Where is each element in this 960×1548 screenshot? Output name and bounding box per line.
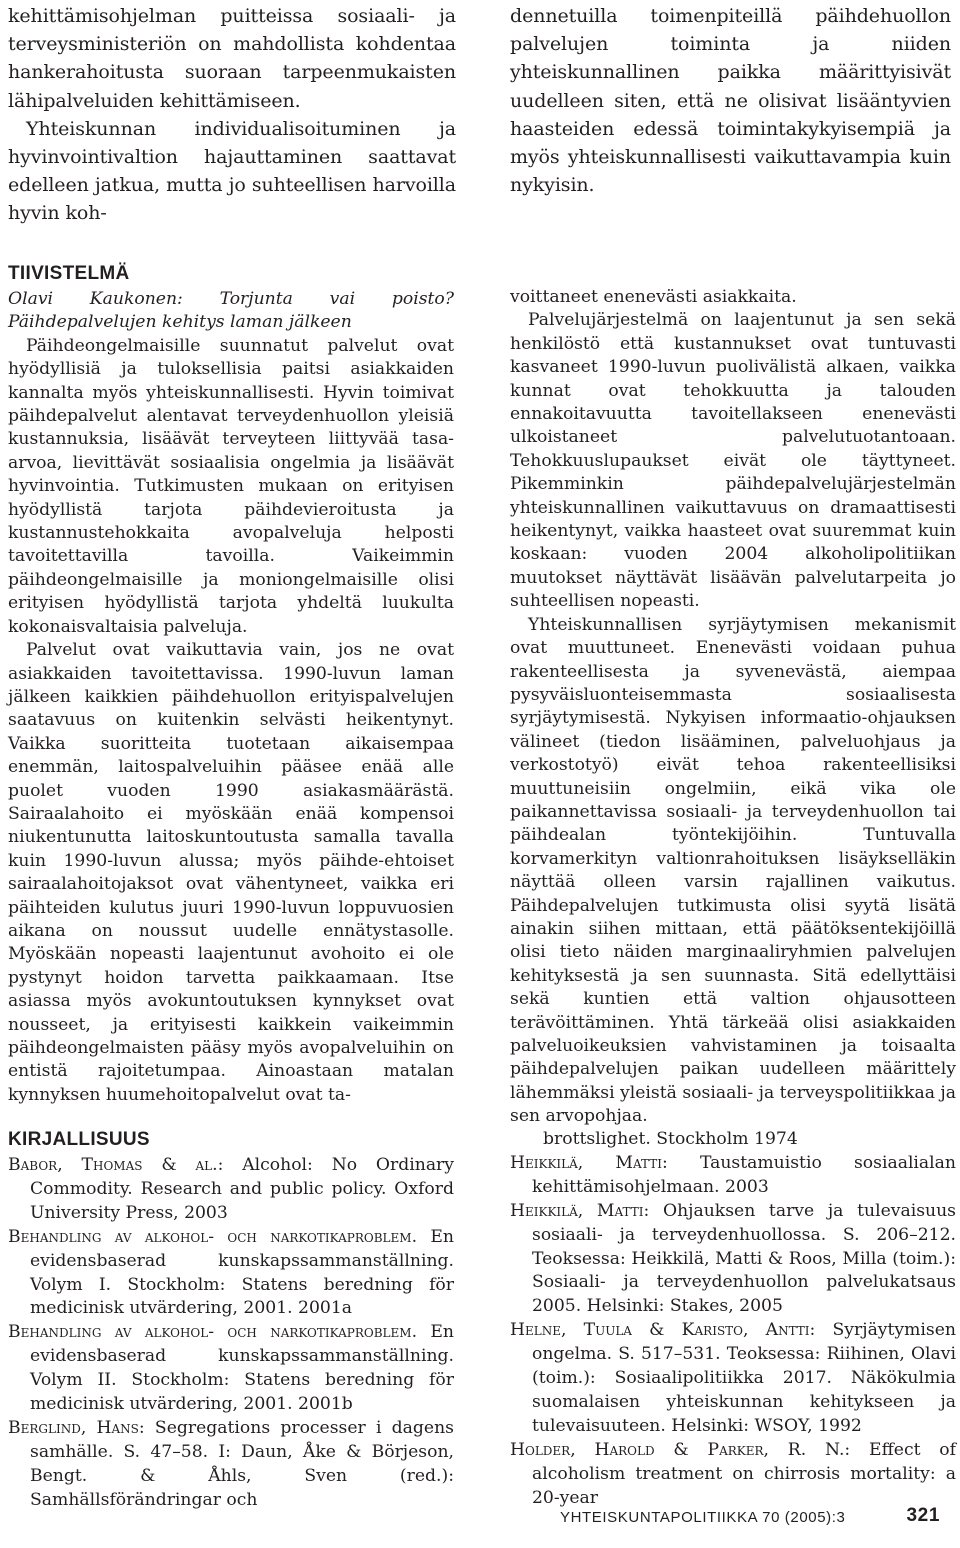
top-right-column: [510, 2, 951, 199]
reference-author: Behandling av alkohol- och narkotikaproblem: [8, 1322, 412, 1343]
reference-item: [510, 1319, 956, 1439]
reference-author: Heikkilä, Matti: [510, 1152, 662, 1173]
reference-text: : Taustamuistio sosiaalialan kehittämisohjelmaan. 2003: [532, 1152, 956, 1197]
page-number: 321: [906, 1505, 940, 1526]
reference-text: : Effect of alcoholism treatment on chirrosis mortality: a 20-year: [532, 1439, 956, 1508]
reference-text: : Alcohol: No Ordinary Commodity. Research and public policy. Oxford University Press, 2003: [30, 1155, 454, 1223]
summary-right-paragraph-1: voittaneet enenevästi asiakkaita.: [510, 287, 797, 307]
summary-paragraph-2: Palvelut ovat vaikuttavia vain, jos ne ovat asiakkaiden tavoitettavissa. 1990-luvun laman jälkeen kaikkien päihdehuollon erityispalvelujen saatavuus on kuitenkin selvästi heikentynyt. Vaikka suoritteita tuotetaan aikaisempaa enemmän, laitospalveluihin pääsee enää alle puolet vuoden 1990 asiakasmäärästä. Sairaalahoito ei myöskään enää kompensoi niukentunutta laitoskuntoutusta samalla tavalla kuin 1990-luvun alussa; myös päihde-ehtoiset sairaalahoitojaksot ovat vähentyneet, vaikka eri päihteiden kulutus juuri 1990-luvun loppuvuosien aikana on noussut uudelle ennätystasolle. Myöskään nopeasti laajentunut avohoito ei ole pystynyt hoidon tarvetta paikkaamaan. Itse asiassa myös avokuntoutuksen kynnykset ovat nousseet, ja erityisesti kaikkein vaikeimmin päihdeongelmaisten pääsy myös avopalveluihin on entistä rajoitetumpaa. Ainoastaan matalan kynnyksen huumehoitopalvelut ovat ta-: [8, 640, 454, 1105]
reference-item: [8, 1321, 454, 1417]
reference-text: : Syrjäytymisen ongelma. S. 517–531. Teoksessa: Riihinen, Olavi (toim.): Sosiaalipolitiikka 2017. Näkökulmia suomalaisen yhteiskunnan kehitykseen ja tulevaisuuteen. Helsinki: WSOY, 1992: [532, 1320, 956, 1436]
reference-author: Helne, Tuula & Karisto, Antti: [510, 1320, 810, 1341]
journal-name: YHTEISKUNTAPOLITIIKKA 70 (2005):3: [560, 1509, 846, 1526]
references-right-column: [510, 1128, 956, 1511]
reference-item: [8, 1154, 454, 1226]
reference-item: [510, 1200, 956, 1320]
summary-right-paragraph-3: Yhteiskunnallisen syrjäytymisen mekanismit ovat muuttuneet. Enenevästi voidaan puhua rakenteellisesta ja syvenevästä, aiempaa pysyväisluonteisemmasta sosiaalisesta syrjäytymisestä. Nykyisen informaatio-ohjauksen välineet (tiedon lisääminen, palveluohjaus ja verkostotyö) eivät tehoa rakenteellisiksi muuttuneisiin ongelmiin, eikä vika ole paikannettavissa sosiaali- ja terveydenhuollon tai päihdealan työntekijöihin. Tuntuvalla korvamerkityn valtionrahoituksen lisäykselläkin näyttää olleen varsin rajallinen vaikutus. Päihdepalvelujen tutkimusta olisi syytä lisätä ainakin siihen mittaan, että päätöksentekijöillä olisi tieto näiden marginaaliryhmien palvelujen kehityksestä ja sen suunnasta. Sitä edellyttäisi sekä kuntien että valtion ohjausotteen terävöittäminen. Yhtä tärkeää olisi asiakkaiden palveluoikeuksien vahvistaminen ja toisaalta päihdepalvelujen paikan uudelleen määrittely lähemmäksi yleistä sosiaali- ja terveyspolitiikkaa ja sen arvopohjaa.: [510, 614, 956, 1127]
reference-text: : Ohjauksen tarve ja tulevaisuus sosiaali- ja terveydenhuollossa. S. 206–212. Teoksessa: Heikkilä, Matti & Roos, Milla (toim.): Sosiaali- ja terveydenhuollon palvelukatsaus 2005. Helsinki: Stakes, 2005: [532, 1200, 956, 1317]
references-heading: KIRJALLISUUS: [8, 1129, 150, 1150]
top-left-paragraph-1: kehittämisohjelman puitteissa sosiaali- ja terveysministeriön on mahdollista kohdentaa hankerahoitusta suoraan tarpeenmukaisten lähipalveluiden kehittämiseen.: [8, 5, 456, 112]
reference-author: Babor, Thomas & al.: [8, 1155, 218, 1175]
reference-item: [8, 1417, 454, 1513]
top-right-paragraph: dennetuilla toimenpiteillä päihdehuollon palvelujen toiminta ja niiden yhteiskunnallinen paikka määrittyisivät uudelleen siten, että ne olisivat lisääntyvien haasteiden edessä toimintakykyisempiä ja myös yhteiskunnallisesti vaikuttavampia kuin nykyisin.: [510, 5, 951, 197]
reference-author: Behandling av alkohol- och narkotikaproblem: [8, 1226, 412, 1247]
reference-author: Holder, Harold & Parker, R. N.: [510, 1439, 845, 1460]
reference-item: [510, 1439, 956, 1511]
reference-author: Berglind, Hans: [8, 1417, 139, 1438]
reference-item: [8, 1226, 454, 1322]
reference-author: Heikkilä, Matti: [510, 1200, 644, 1221]
reference-text: . En evidensbaserad kunskapssammanställning. Volym II. Stockholm: Statens beredning för medicinisk utvärdering, 2001. 2001b: [30, 1322, 454, 1415]
summary-heading: TIIVISTELMÄ: [8, 263, 130, 284]
page-footer: [560, 1505, 940, 1526]
reference-text: : Segregations processer i dagens samhälle. S. 47–58. I: Daun, Åke & Börjeson, Bengt. & Åhls, Sven (red.): Samhällsförändringar och: [30, 1417, 454, 1510]
summary-subheading: Olavi Kaukonen: Torjunta vai poisto? Päihdepalvelujen kehitys laman jälkeen: [8, 289, 454, 333]
summary-left-column: [8, 262, 454, 1107]
reference-continuation: brottslighet. Stockholm 1974: [543, 1129, 798, 1149]
references-left-column: [8, 1128, 454, 1513]
reference-text: . En evidensbaserad kunskapssammanställning. Volym I. Stockholm: Statens beredning för medicinisk utvärdering, 2001. 2001a: [30, 1226, 454, 1319]
top-left-column: [8, 2, 456, 228]
summary-right-column: [510, 286, 956, 1129]
top-left-paragraph-2: Yhteiskunnan individualisoituminen ja hyvinvointivaltion hajauttaminen saattavat edelleen jatkua, mutta jo suhteellisen harvoilla hyvin koh-: [8, 117, 456, 225]
reference-item: [510, 1152, 956, 1200]
summary-paragraph-1: Päihdeongelmaisille suunnatut palvelut ovat hyödyllisiä ja tuloksellisia paitsi asiakkaiden kannalta myös yhteiskunnallisesti. Hyvin toimivat päihdepalvelut alentavat terveydenhuollon yleisiä kustannuksia, lisäävät terveyteen liittyvää tasa-arvoa, lievittävät sosiaalisia ongelmia ja lisäävät hyvinvointia. Tutkimusten mukaan on erityisen hyödyllistä tarjota päihdevieroitusta ja kustannustehokkaita avopalveluja helposti tavoitettavilla tavoilla. Vaikeimmin päihdeongelmaisille ja moniongelmaisille olisi erityisen hyödyllistä tarjota yhdeltä luukulta kokonaisvaltaisia palveluja.: [8, 335, 454, 637]
summary-right-paragraph-2: Palvelujärjestelmä on laajentunut ja sen sekä henkilöstö että kustannukset ovat tuntuvasti kasvaneet 1990-luvun puolivälistä alkaen, vaikka kunnat ovat tehokkuutta ja talouden ennakoitavuutta tavoitellakseen enenevästi ulkoistaneet palvelutuotantoaan. Tehokkuuslupaukset eivät ole täyttyneet. Pikemminkin päihdepalvelujärjestelmän yhteiskunnallinen vaikuttavuus on dramaattisesti heikentynyt, vaikka haasteet ovat suuremmat kuin koskaan: vuoden 2004 alkoholipolitiikan muutokset näyttävät lisäävän palvelutarpeita jo suhteellisen nopeasti.: [510, 310, 956, 612]
